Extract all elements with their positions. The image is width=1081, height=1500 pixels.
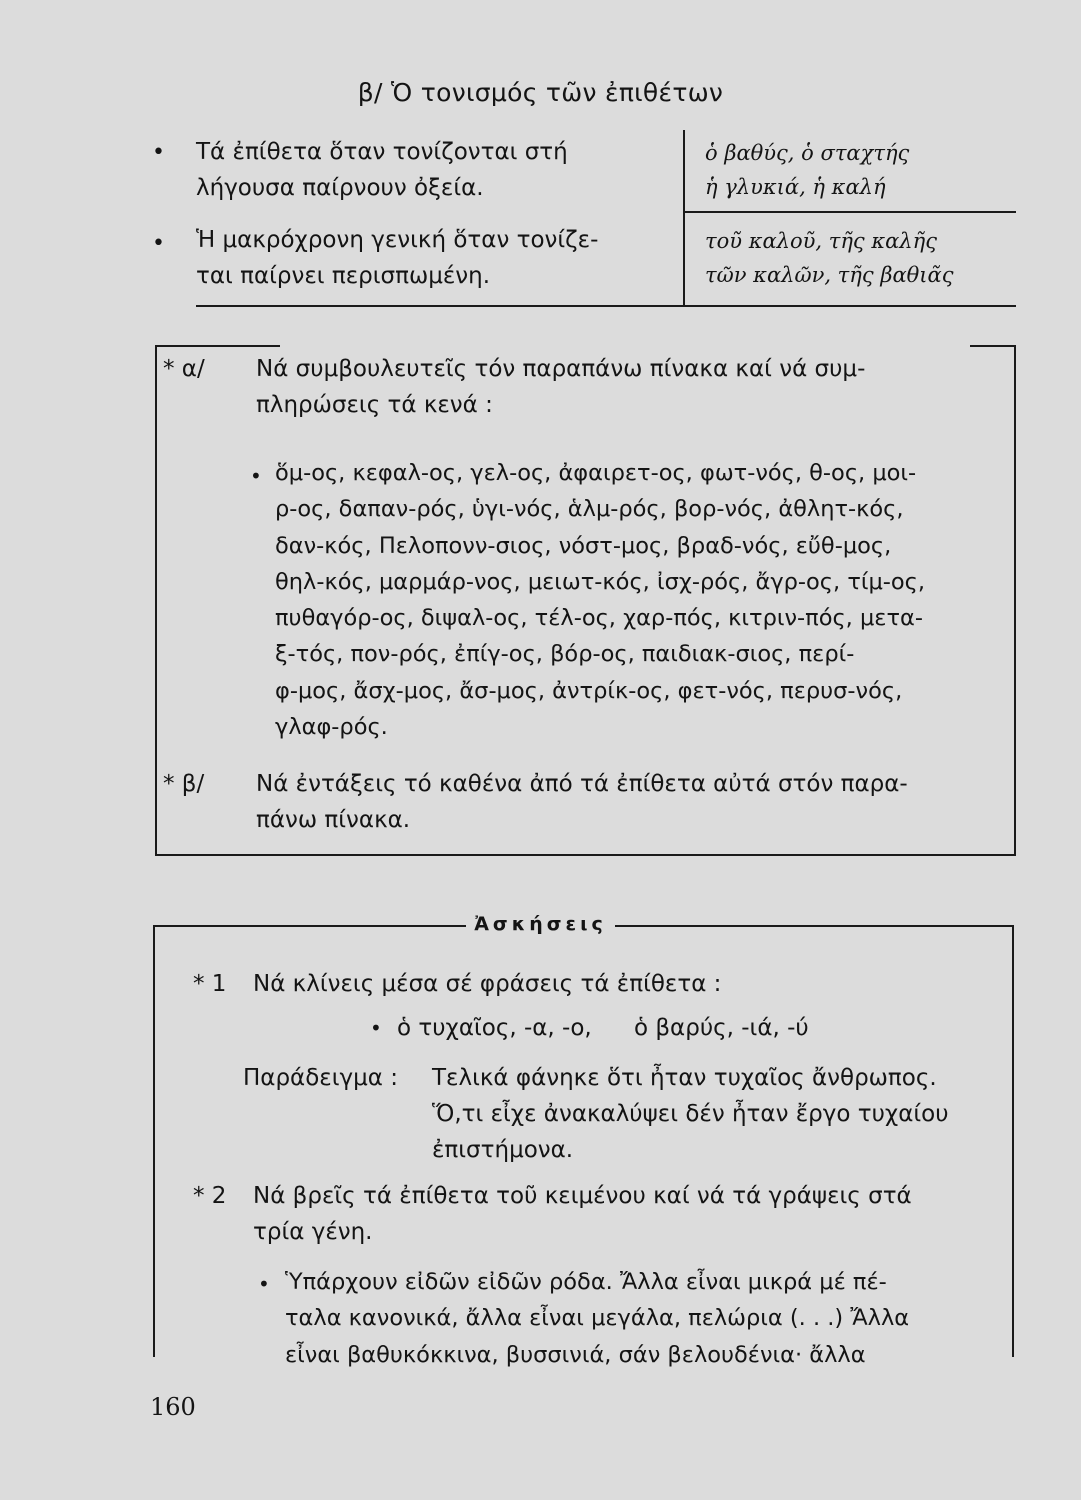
ex1-marker: * 1 [193, 971, 227, 997]
ex1-bullet: • [370, 1016, 382, 1040]
example-line: Τελικά φάνηκε ὅτι ἦταν τυχαῖος ἄνθρωπος. [432, 1065, 937, 1091]
example-label: Παράδειγμα : [243, 1065, 398, 1091]
rule-bullet: • [152, 231, 165, 256]
word-list-line: ὅμ-ος, κεφαλ-ος, γελ-ος, ἀφαιρετ-ος, φωτ-νός, θ-ος, μοι- [275, 460, 917, 486]
task-a-line: Νά συμβουλευτεῖς τόν παραπάνω πίνακα καί νά συμ- [256, 356, 866, 382]
ex2-passage [285, 1264, 968, 1373]
word-list-line: φ-μος, ἄσχ-μος, ἄσ-μος, ἀντρίκ-ος, φετ-νός, περυσ-νός, [275, 677, 903, 704]
ex2-passage-line: εἶναι βαθυκόκκινα, βυσσινιά, σάν βελουδένια· ἄλλα [285, 1341, 866, 1368]
example-line: ἐπιστήμονα. [432, 1137, 574, 1163]
words-bullet: • [250, 464, 262, 488]
exercises-heading: Ἀσκήσεις [466, 913, 615, 935]
rule-example [705, 224, 953, 292]
task-b-text [256, 766, 968, 838]
word-list [275, 455, 968, 745]
word-list-line: πυθαγόρ-ος, διψαλ-ος, τέλ-ος, χαρ-πός, κιτριν-πός, μετα- [275, 605, 923, 632]
rule-example [705, 136, 909, 204]
ex2-bullet: • [258, 1272, 270, 1296]
ex2-line: Νά βρεῖς τά ἐπίθετα τοῦ κειμένου καί νά τά γράψεις στά [253, 1183, 912, 1209]
rule-example-line: τοῦ καλοῦ, τῆς καλῆς [705, 229, 937, 253]
word-list-line: ρ-ος, δαπαν-ρός, ὑγι-νός, ἁλμ-ρός, βορ-νός, ἀθλητ-κός, [275, 496, 904, 523]
rule-text-line: λήγουσα παίρνουν ὀξεία. [196, 175, 484, 201]
task-a-marker: * α/ [163, 356, 205, 382]
task-b-line: πάνω πίνακα. [256, 807, 411, 833]
ex2-marker: * 2 [193, 1183, 227, 1209]
task-box-gap [280, 340, 970, 350]
rule-text-line: Τά ἐπίθετα ὅταν τονίζονται στή [196, 139, 568, 165]
rule-example-line: τῶν καλῶν, τῆς βαθιᾶς [705, 263, 954, 287]
rule-example-line: ὁ βαθύς, ὁ σταχτής [705, 141, 910, 165]
ex1-adjective: ὁ βαρύς, -ιά, -ύ [634, 1015, 809, 1041]
task-b-marker: * β/ [163, 771, 205, 797]
word-list-line: δαν-κός, Πελοπονν‑σιος, νόστ-μος, βραδ-νός, εὔθ-μος, [275, 532, 892, 559]
table-divider-right [684, 211, 1016, 213]
rule-text-line: ται παίρνει περισπωμένη. [196, 263, 491, 289]
ex1-adjective: ὁ τυχαῖος, -α, -ο, [397, 1015, 592, 1041]
rule-text-line: Ἡ μακρόχρονη γενική ὅταν τονίζε- [196, 227, 599, 253]
word-list-line: γλαφ-ρός. [275, 714, 388, 741]
task-b-line: Νά ἐντάξεις τό καθένα ἀπό τά ἐπίθετα αὐτά στόν παρα- [256, 771, 908, 797]
ex2-passage-line: ταλα κανονικά, ἄλλα εἶναι μεγάλα, πελώρια (. . .) Ἄλλα [285, 1305, 910, 1332]
exercises-heading-wrap [0, 913, 1081, 935]
example-line: Ὅ,τι εἶχε ἀνακαλύψει δέν ἦταν ἔργο τυχαίου [432, 1101, 949, 1127]
task-a-text [256, 351, 968, 423]
example-text [432, 1060, 977, 1168]
ex2-passage-line: Ὑπάρχουν εἰδῶν εἰδῶν ρόδα. Ἄλλα εἶναι μικρά μέ πέ- [285, 1269, 887, 1295]
task-a-line: πληρώσεις τά κενά : [256, 392, 493, 418]
rule-text [196, 134, 568, 206]
table-divider-vertical [683, 130, 685, 306]
page-number: 160 [150, 1393, 196, 1421]
section-title: β/ Ὁ τονισμός τῶν ἐπιθέτων [357, 78, 724, 107]
table-bottom-rule [196, 305, 1016, 307]
word-list-line: θηλ-κός, μαρμάρ-νος, μειωτ-κός, ἰσχ-ρός, ἄγρ-ος, τίμ-ος, [275, 568, 926, 595]
rule-bullet: • [152, 140, 165, 165]
rule-example-line: ἡ γλυκιά, ἡ καλή [705, 175, 886, 199]
ex2-line: τρία γένη. [253, 1219, 373, 1245]
word-list-line: ξ-τός, πον-ρός, ἐπίγ-ος, βόρ-ος, παιδιακ-σιος, περί- [275, 641, 855, 668]
ex1-text: Νά κλίνεις μέσα σέ φράσεις τά ἐπίθετα : [253, 971, 722, 997]
ex2-text [253, 1178, 965, 1250]
rule-text [196, 222, 598, 294]
